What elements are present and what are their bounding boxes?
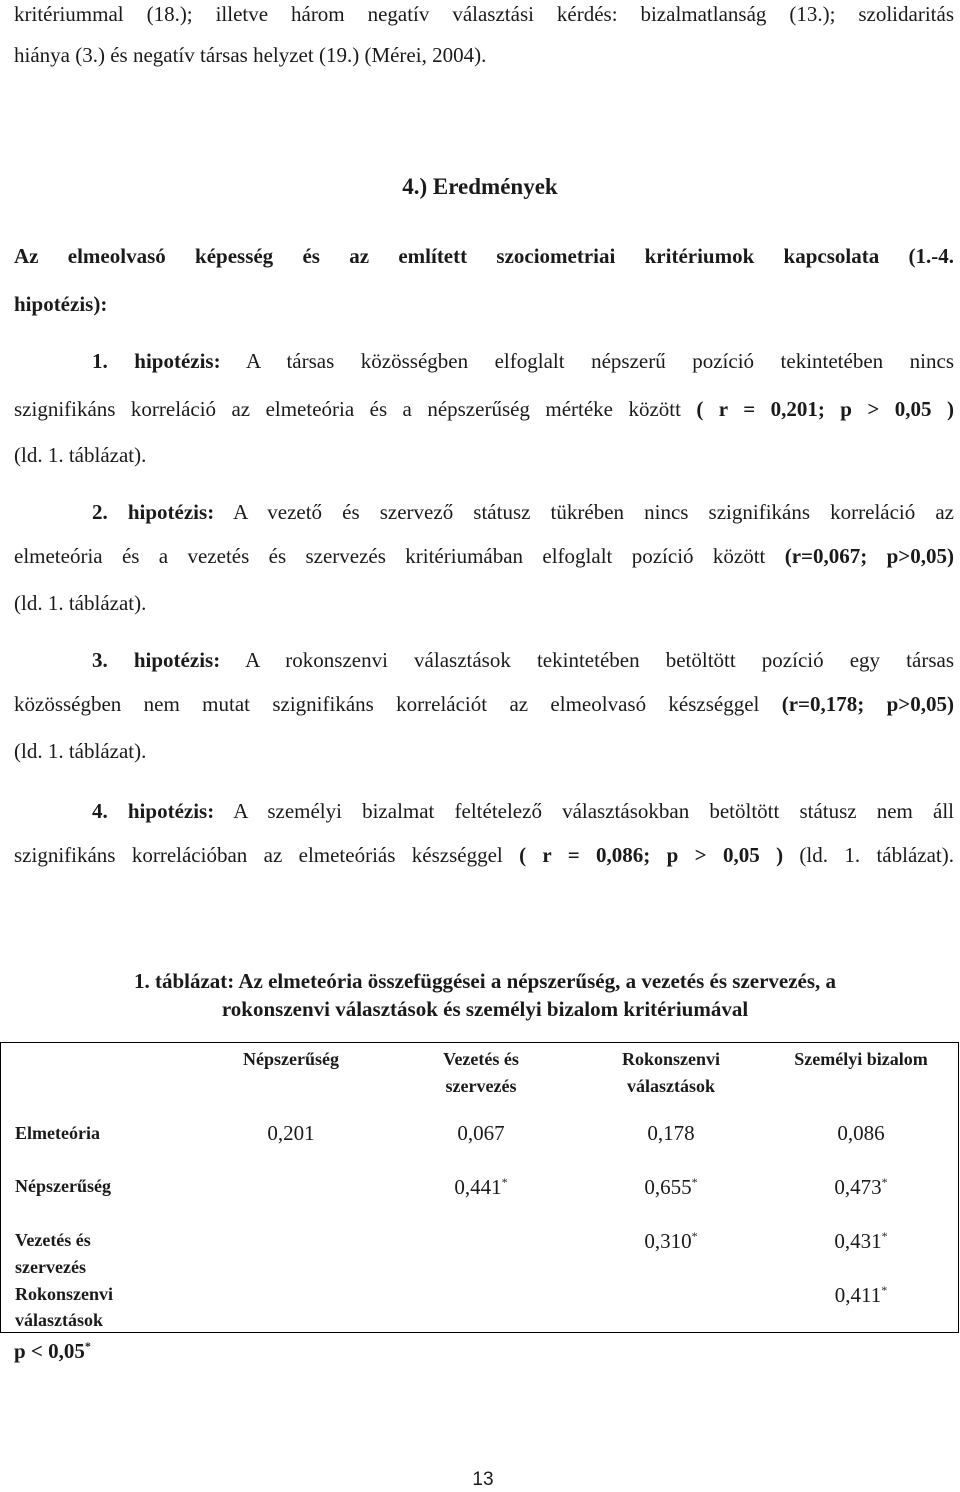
- table-cell-r2c3: 0,655*: [644, 1175, 698, 1199]
- hypothesis-1-line-1: [92, 347, 954, 375]
- hypothesis-1-line-3: (ld. 1. táblázat).: [14, 443, 147, 467]
- column-header-vezetes-line-2: szervezés: [445, 1076, 517, 1096]
- table-cell-r3c4: 0,431*: [834, 1229, 888, 1253]
- page-number: 13: [472, 1469, 494, 1490]
- significance-footnote: p < 0,05*: [14, 1339, 91, 1363]
- hypothesis-3-statistic: (r=0,178; p>0,05): [781, 692, 954, 716]
- hypothesis-4-reference: (ld. 1. táblázat).: [783, 843, 954, 867]
- significance-mark: *: [881, 1175, 888, 1189]
- table-cell-r3c3: 0,310*: [644, 1229, 698, 1253]
- intro-line-1: kritériummal (18.); illetve három negatív választási kérdés: bizalmatlanság (13.); szolidaritás: [14, 2, 954, 26]
- row-label-nepszeruseg: Népszerűség: [15, 1176, 111, 1196]
- table-caption-line-2: rokonszenvi választások és személyi bizalom kritériumával: [221, 997, 749, 1021]
- section-subtitle-line-1: Az elmeolvasó képesség és az említett szociometriai kritériumok kapcsolata (1.-4.: [14, 244, 954, 268]
- significance-mark: *: [881, 1229, 888, 1243]
- table-cell-r1c1: 0,201: [267, 1121, 315, 1145]
- hypothesis-4-text-2: szignifikáns korrelációban az elmeteóriás készséggel: [14, 843, 520, 867]
- section-title: 4.) Eredmények: [402, 174, 558, 199]
- table-cell-r1c2: 0,067: [457, 1121, 505, 1145]
- table-cell-r2c2: 0,441*: [454, 1175, 508, 1199]
- hypothesis-1-label: 1. hipotézis:: [92, 349, 221, 373]
- row-label-rokonszenvi-line-2: választások: [15, 1310, 104, 1330]
- column-header-rokonszenvi-line-2: választások: [626, 1076, 715, 1096]
- row-label-rokonszenvi-line-1: Rokonszenvi: [15, 1284, 114, 1304]
- hypothesis-3-line-3: (ld. 1. táblázat).: [14, 739, 147, 763]
- hypothesis-2-statistic: (r=0,067; p>0,05): [784, 544, 954, 568]
- hypothesis-3-line-2: [14, 690, 954, 718]
- intro-line-2: hiánya (3.) és negatív társas helyzet (19.) (Mérei, 2004).: [14, 43, 487, 67]
- table-cell-r2c4: 0,473*: [834, 1175, 888, 1199]
- row-label-vezetes-line-1: Vezetés és: [15, 1230, 91, 1250]
- significance-mark: *: [691, 1175, 698, 1189]
- hypothesis-2-text: A vezető és szervező státusz tükrében nincs szignifikáns korreláció az: [214, 500, 955, 524]
- hypothesis-2-label: 2. hipotézis:: [92, 500, 215, 524]
- hypothesis-2-line-2: [14, 542, 954, 570]
- table-cell-r1c3: 0,178: [647, 1121, 695, 1145]
- significance-mark: *: [881, 1283, 888, 1297]
- hypothesis-1-text: A társas közösségben elfoglalt népszerű pozíció tekintetében nincs: [220, 349, 954, 373]
- hypothesis-4-text: A személyi bizalmat feltételező választásokban betöltött státusz nem áll: [214, 799, 955, 823]
- table-cell-r1c4: 0,086: [837, 1121, 885, 1145]
- column-header-rokonszenvi-line-1: Rokonszenvi: [621, 1049, 720, 1069]
- table-cell-r4c4: 0,411*: [834, 1283, 888, 1307]
- hypothesis-1-text-2: szignifikáns korreláció az elmeteória és a népszerűség mértéke között: [14, 397, 697, 421]
- hypothesis-1-statistic: ( r = 0,201; p > 0,05 ): [696, 397, 954, 421]
- significance-mark: *: [691, 1229, 698, 1243]
- hypothesis-4-label: 4. hipotézis:: [92, 799, 215, 823]
- column-header-szemelyi-bizalom: Személyi bizalom: [794, 1049, 928, 1069]
- row-label-vezetes-line-2: szervezés: [15, 1257, 86, 1277]
- hypothesis-3-line-1: [92, 646, 954, 674]
- hypothesis-4-line-2: [14, 841, 954, 869]
- correlation-table: [0, 1042, 959, 1333]
- hypothesis-2-line-3: (ld. 1. táblázat).: [14, 591, 147, 615]
- hypothesis-1-line-2: [14, 395, 954, 423]
- hypothesis-3-text: A rokonszenvi választások tekintetében betöltött pozíció egy társas: [220, 648, 954, 672]
- hypothesis-4-line-1: [92, 797, 954, 825]
- column-header-vezetes-line-1: Vezetés és: [443, 1049, 519, 1069]
- hypothesis-4-statistic: ( r = 0,086; p > 0,05 ): [519, 843, 784, 867]
- section-subtitle-line-2: hipotézis):: [14, 292, 108, 316]
- column-header-nepszeruseg: Népszerűség: [243, 1049, 339, 1069]
- row-label-elmeteoria: Elmeteória: [15, 1123, 100, 1143]
- hypothesis-3-text-2: közösségben nem mutat szignifikáns korrelációt az elmeolvasó készséggel: [14, 692, 782, 716]
- significance-mark: *: [84, 1339, 91, 1353]
- significance-mark: *: [501, 1175, 508, 1189]
- table-caption-line-1: 1. táblázat: Az elmeteória összefüggései a népszerűség, a vezetés és szervezés, a: [133, 969, 837, 993]
- hypothesis-2-line-1: [92, 498, 954, 526]
- hypothesis-3-label: 3. hipotézis:: [92, 648, 221, 672]
- hypothesis-2-text-2: elmeteória és a vezetés és szervezés kritériumában elfoglalt pozíció között: [14, 544, 785, 568]
